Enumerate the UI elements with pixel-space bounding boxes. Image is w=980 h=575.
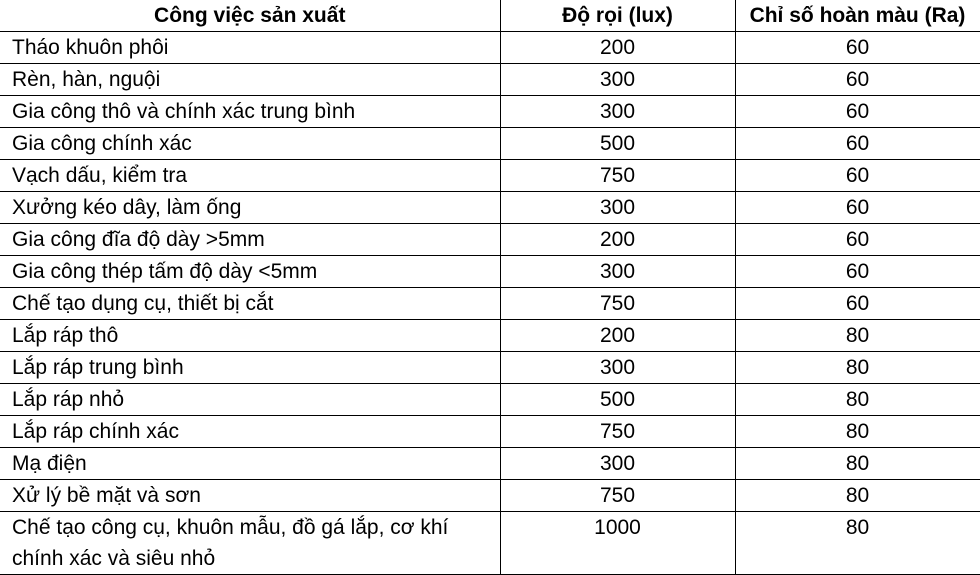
task-cell: Lắp ráp trung bình	[0, 352, 500, 384]
task-cell: Xử lý bề mặt và sơn	[0, 480, 500, 512]
ra-cell: 80	[735, 384, 980, 416]
ra-cell: 80	[735, 352, 980, 384]
lux-cell: 1000	[500, 512, 735, 575]
task-cell: Vạch dấu, kiểm tra	[0, 160, 500, 192]
ra-cell: 80	[735, 512, 980, 575]
lux-cell: 300	[500, 448, 735, 480]
table-row	[0, 64, 980, 96]
task-cell: Gia công thô và chính xác trung bình	[0, 96, 500, 128]
table-row	[0, 480, 980, 512]
table-body	[0, 32, 980, 575]
ra-cell: 60	[735, 160, 980, 192]
table-row	[0, 512, 980, 575]
lux-cell: 300	[500, 256, 735, 288]
table-row	[0, 384, 980, 416]
task-cell: Chế tạo công cụ, khuôn mẫu, đồ gá lắp, cơ khí chính xác và siêu nhỏ	[0, 512, 500, 575]
task-cell: Tháo khuôn phôi	[0, 32, 500, 64]
ra-cell: 60	[735, 256, 980, 288]
lux-cell: 200	[500, 32, 735, 64]
task-cell: Rèn, hàn, nguội	[0, 64, 500, 96]
ra-cell: 80	[735, 480, 980, 512]
header-row	[0, 0, 980, 32]
lux-cell: 200	[500, 224, 735, 256]
ra-cell: 60	[735, 32, 980, 64]
table-header	[0, 0, 980, 32]
lux-cell: 200	[500, 320, 735, 352]
table-row	[0, 192, 980, 224]
lux-cell: 300	[500, 192, 735, 224]
ra-cell: 60	[735, 192, 980, 224]
task-cell: Chế tạo dụng cụ, thiết bị cắt	[0, 288, 500, 320]
lux-cell: 750	[500, 480, 735, 512]
task-cell: Lắp ráp thô	[0, 320, 500, 352]
task-cell: Gia công thép tấm độ dày <5mm	[0, 256, 500, 288]
header-ra: Chỉ số hoàn màu (Ra)	[735, 0, 980, 32]
lux-cell: 300	[500, 96, 735, 128]
task-cell: Gia công chính xác	[0, 128, 500, 160]
table-row	[0, 256, 980, 288]
task-cell: Lắp ráp chính xác	[0, 416, 500, 448]
table-row	[0, 96, 980, 128]
lux-cell: 750	[500, 160, 735, 192]
table-row	[0, 320, 980, 352]
lux-cell: 500	[500, 128, 735, 160]
ra-cell: 60	[735, 96, 980, 128]
lux-cell: 750	[500, 288, 735, 320]
table-row	[0, 416, 980, 448]
lux-cell: 300	[500, 352, 735, 384]
task-cell: Gia công đĩa độ dày >5mm	[0, 224, 500, 256]
ra-cell: 60	[735, 224, 980, 256]
task-cell: Xưởng kéo dây, làm ống	[0, 192, 500, 224]
table-row	[0, 128, 980, 160]
lux-cell: 300	[500, 64, 735, 96]
table-row	[0, 448, 980, 480]
table-row	[0, 288, 980, 320]
table-row	[0, 352, 980, 384]
table-row	[0, 160, 980, 192]
ra-cell: 60	[735, 288, 980, 320]
lux-cell: 500	[500, 384, 735, 416]
ra-cell: 80	[735, 448, 980, 480]
task-cell: Lắp ráp nhỏ	[0, 384, 500, 416]
header-lux: Độ rọi (lux)	[500, 0, 735, 32]
ra-cell: 60	[735, 128, 980, 160]
header-task: Công việc sản xuất	[0, 0, 500, 32]
lux-cell: 750	[500, 416, 735, 448]
table-row	[0, 224, 980, 256]
task-cell: Mạ điện	[0, 448, 500, 480]
ra-cell: 60	[735, 64, 980, 96]
table-row	[0, 32, 980, 64]
ra-cell: 80	[735, 320, 980, 352]
ra-cell: 80	[735, 416, 980, 448]
